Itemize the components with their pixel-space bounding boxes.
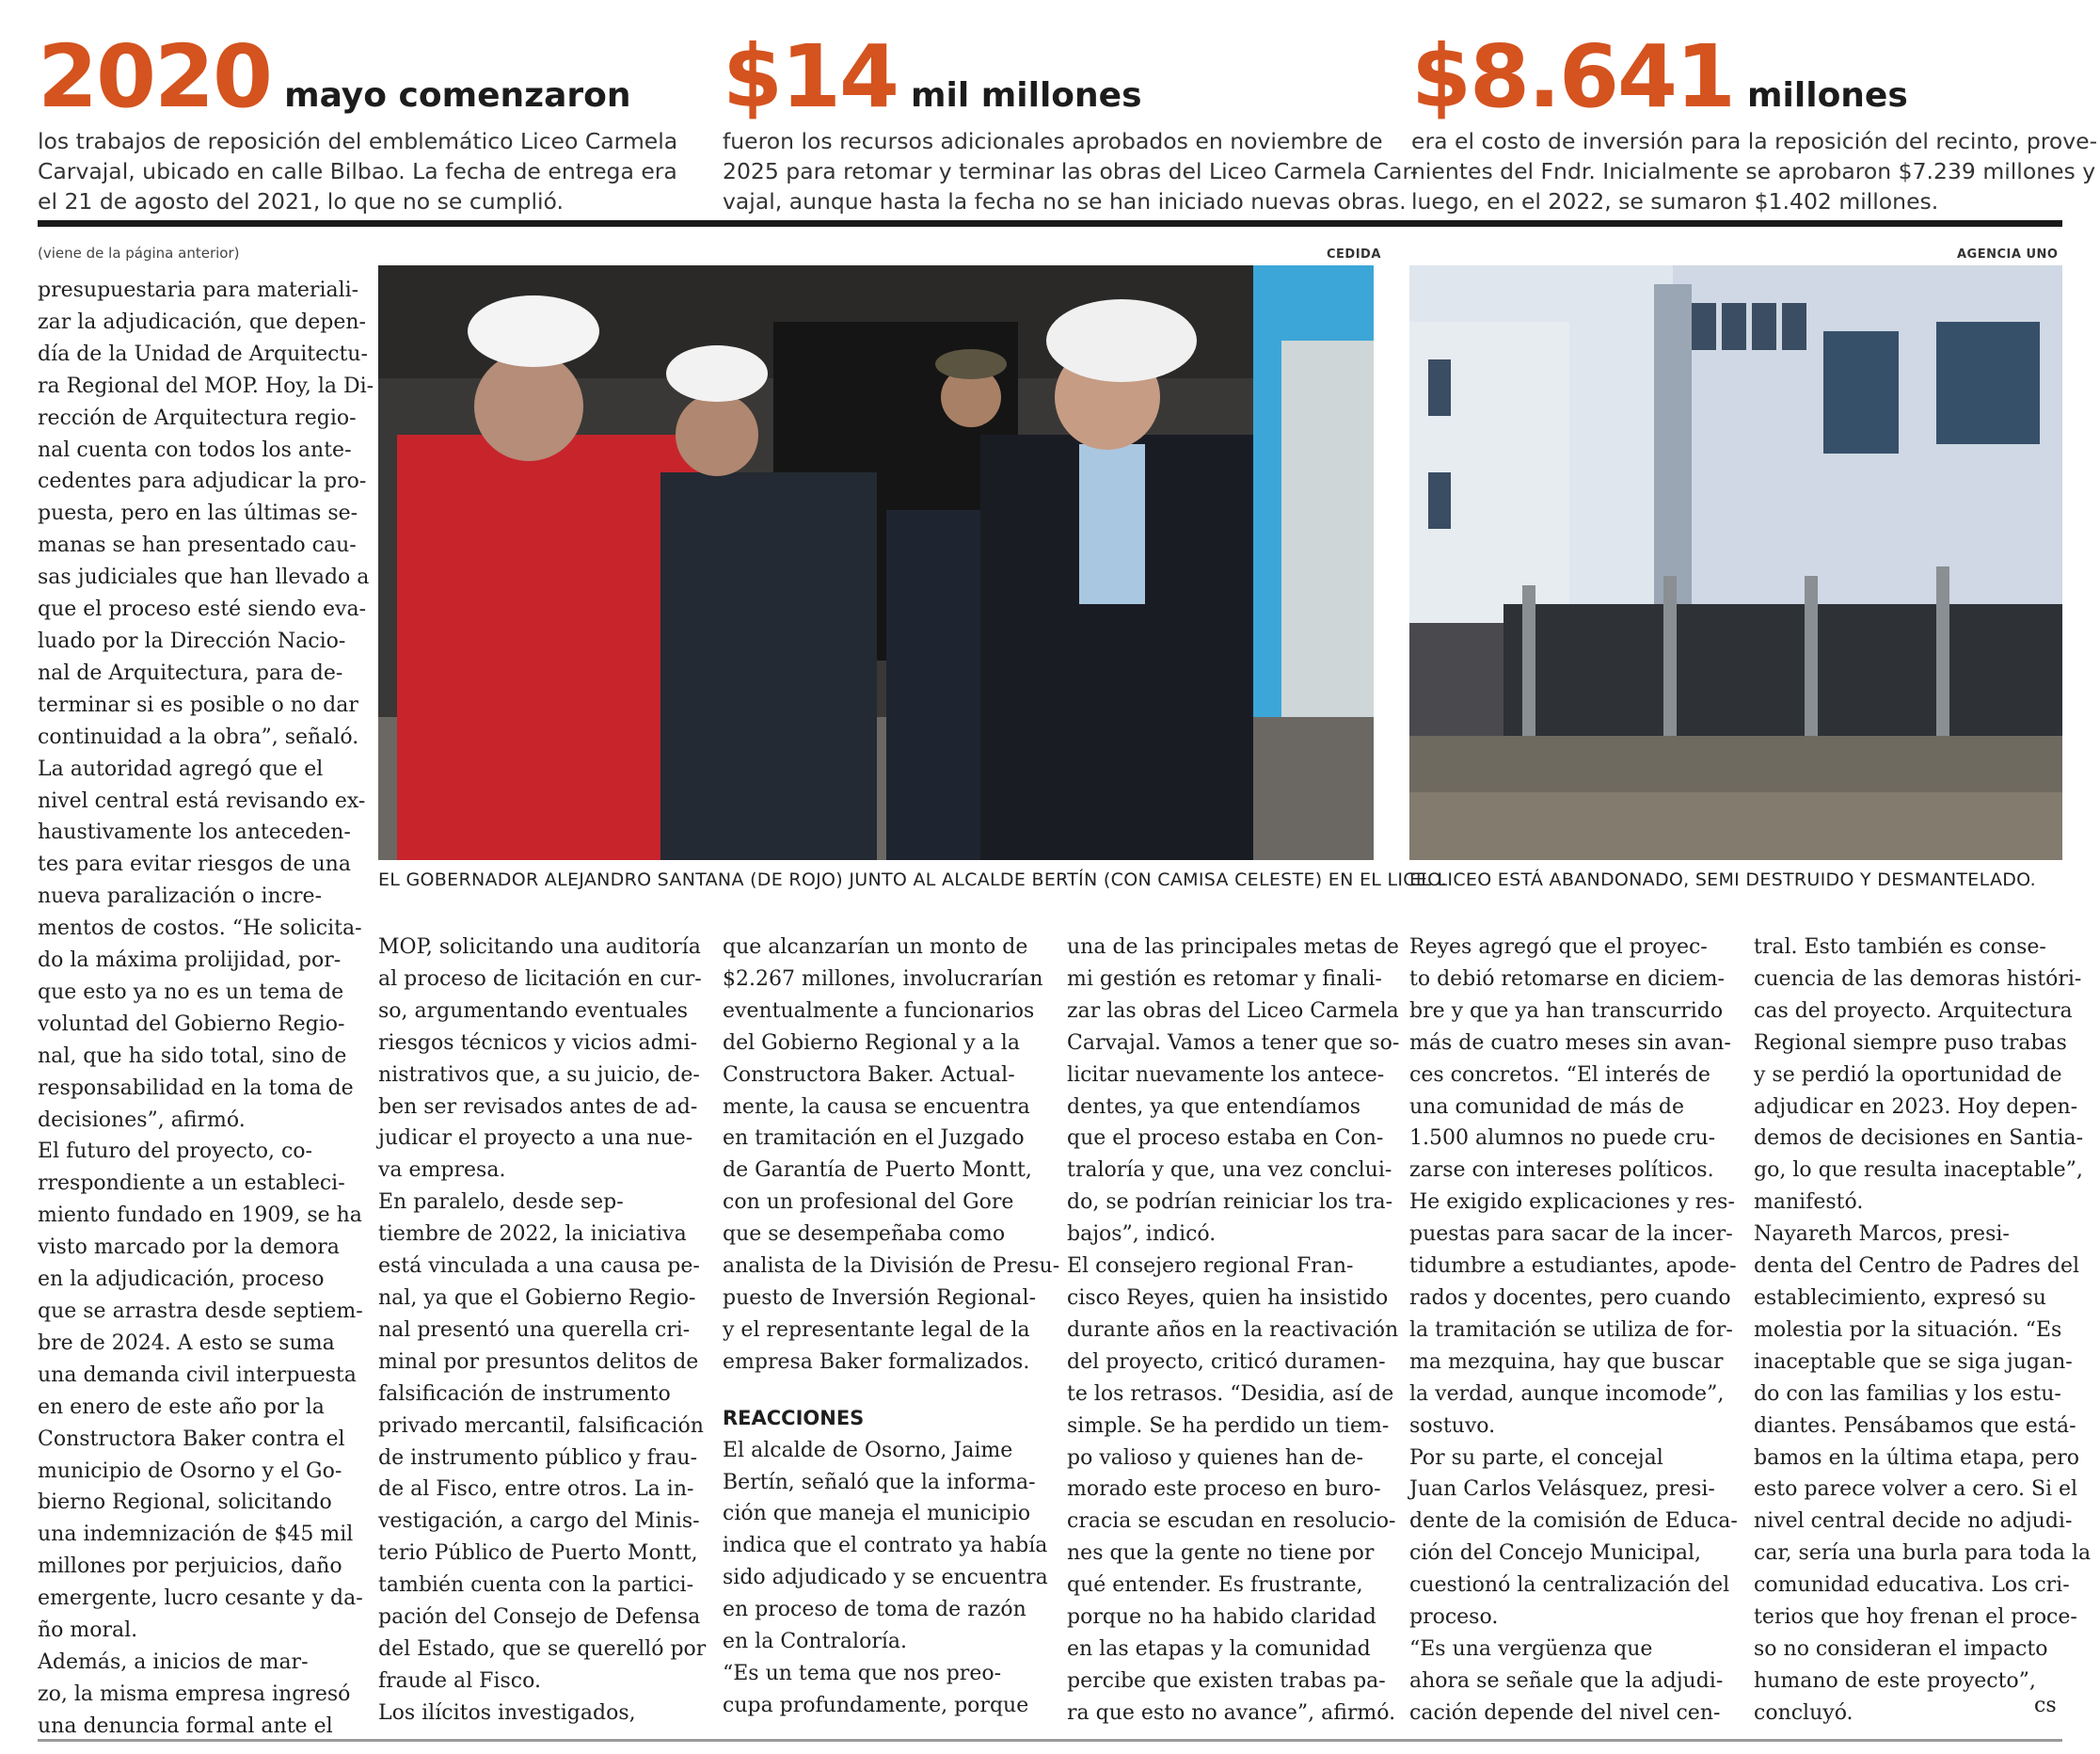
- photo-credit: CEDIDA: [1327, 247, 1381, 262]
- photo-caption: EL LICEO ESTÁ ABANDONADO, SEMI DESTRUIDO Y DESMANTELADO.: [1409, 869, 2036, 890]
- stat-description: los trabajos de reposición del emblemático Liceo Carmela Carvajal, ubicado en calle Bilbao. La fecha de entrega era el 21 de agosto del 2021, lo que no se cumplió.: [38, 128, 678, 215]
- stat-unit: mil millones: [911, 76, 1142, 115]
- continued-note: (viene de la página anterior): [38, 245, 240, 262]
- photo-officials-visit: [378, 265, 1374, 860]
- photo-caption: EL GOBERNADOR ALEJANDRO SANTANA (DE ROJO) JUNTO AL ALCALDE BERTÍN (CON CAMISA CELESTE) EN EL LICEO.: [378, 869, 1447, 890]
- article-column-6: tral. Esto también es conse- cuencia de las demoras históri- cas del proyecto. Arquitectura Regional siempre puso trabas y se perdió la oportunidad de adjudicar en 2023. Hoy depen- demos de decisiones en Santia- go, lo que resulta inaceptable”, manifestó. Nayareth Marcos, presi- denta del Centro de Padres del establecimiento, expresó su molestia por la situación. “Es inaceptable que se siga jugan- do con las familias y los estu- diantes. Pensábamos que está- bamos en la última etapa, pero esto parece volver a cero. Si el nivel central decide no adjudi- car, sería una burla para toda la comunidad educativa. Los cri- terios que hoy frenan el proce- so no consideran el impacto humano de este proyecto”, concluyó.: [1754, 935, 2092, 1725]
- article-column-3: que alcanzarían un monto de $2.267 millones, involucrarían eventualmente a funcionarios del Gobierno Regional y a la Constructora Baker. Actual- mente, la causa se encuentra en tramitación en el Juzgado de Garantía de Puerto Montt, con un profesional del Gore que se desempeñaba como analista de la División de Presu- puesto de Inversión Regional- y el representante legal de la empresa Baker formalizados. REACCIONES El alcalde de Osorno, Jaime Bertín, señaló que la informa- ción que maneja el municipio indica que el contrato ya había sido adjudicado y se encuentra en proceso de toma de razón en la Contraloría. “Es un tema que nos preo- cupa profundamente, porque: [723, 935, 1060, 1717]
- stat-unit: millones: [1747, 76, 1908, 115]
- photo-credit: AGENCIA UNO: [1957, 247, 2059, 262]
- stat-block-additional-funds: [723, 26, 1419, 215]
- stat-number: 2020: [38, 26, 272, 127]
- article-column-5: Reyes agregó que el proyec- to debió retomarse en diciem- bre y que ya han transcurrido más de cuatro meses sin avan- ces concretos. “El interés de una comunidad de más de 1.500 alumnos no puede cru- zarse con intereses políticos. He exigido explicaciones y res- puestas para sacar de la incer- tidumbre a estudiantes, apode- rados y docentes, pero cuando la tramitación se utiliza de for- ma mezquina, hay que buscar la verdad, aunque incomode”, sostuvo. Por su parte, el concejal Juan Carlos Velásquez, presi- dente de la comisión de Educa- ción del Concejo Municipal, cuestionó la centralización del proceso. “Es una vergüenza que ahora se señale que la adjudi- cación depende del nivel cen-: [1409, 935, 1738, 1725]
- article-end-mark: cs: [2034, 1694, 2057, 1717]
- stat-description: fueron los recursos adicionales aprobados en noviembre de 2025 para retomar y terminar las obras del Liceo Carmela Car- vajal, aunque hasta la fecha no se han iniciado nuevas obras.: [723, 128, 1419, 215]
- stat-description: era el costo de inversión para la reposición del recinto, prove- nientes del Fndr. Inicialmente se aprobaron $7.239 millones y luego, en el 2022, se sumaron $1.402 millones.: [1411, 128, 2098, 215]
- section-subheading: REACCIONES: [723, 1406, 865, 1429]
- stat-block-investment-cost: [1411, 26, 2098, 215]
- article-column-2: MOP, solicitando una auditoría al proceso de licitación en cur- so, argumentando eventuales riesgos técnicos y vicios admi- nistrativos que, a su juicio, de- ben ser revisados antes de ad- judicar el proyecto a una nue- va empresa. En paralelo, desde sep- tiembre de 2022, la iniciativa está vinculada a una causa pe- nal, ya que el Gobierno Regio- nal presentó una querella cri- minal por presuntos delitos de falsificación de instrumento privado mercantil, falsificación de instrumento público y frau- de al Fisco, entre otros. La in- vestigación, a cargo del Minis- terio Público de Puerto Montt, también cuenta con la partici- pación del Consejo de Defensa del Estado, que se querelló por fraude al Fisco. Los ilícitos investigados,: [378, 935, 707, 1725]
- article-column-4: una de las principales metas de mi gestión es retomar y finali- zar las obras del Liceo Carmela Carvajal. Vamos a tener que so- licitar nuevamente los antece- dentes, ya que entendíamos que el proceso estaba en Con- traloría y que, una vez conclui- do, se podrían reiniciar los tra- bajos”, indicó. El consejero regional Fran- cisco Reyes, quien ha insistido durante años en la reactivación del proyecto, criticó duramen- te los retrasos. “Desidia, así de simple. Se ha perdido un tiem- po valioso y quienes han de- morado este proceso en buro- cracia se escudan en resolucio- nes que la gente no tiene por qué entender. Es frustrante, porque no ha habido claridad en las etapas y la comunidad percibe que existen trabas pa- ra que esto no avance”, afirmó.: [1067, 935, 1400, 1725]
- footer-divider: [38, 1739, 2062, 1742]
- photo-abandoned-school-image: [1409, 265, 2062, 860]
- stat-block-year: [38, 26, 678, 215]
- article-column-1: presupuestaria para materiali- zar la adjudicación, que depen- día de la Unidad de Arquitectu- ra Regional del MOP. Hoy, la Di- rección de Arquitectura regio- nal cuenta con todos los ante- cedentes para adjudicar la pro- puesta, pero en las últimas se- manas se han presentado cau- sas judiciales que han llevado a que el proceso esté siendo eva- luado por la Dirección Nacio- nal de Arquitectura, para de- terminar si es posible o no dar continuidad a la obra”, señaló. La autoridad agregó que el nivel central está revisando ex- haustivamente los anteceden- tes para evitar riesgos de una nueva paralización o incre- mentos de costos. “He solicita- do la máxima prolijidad, por- que esto ya no es un tema de voluntad del Gobierno Regio- nal, que ha sido total, sino de responsabilidad en la toma de decisiones”, afirmó. El futuro del proyecto, co- rrespondiente a un estableci- miento fundado en 1909, se ha visto marcado por la demora en la adjudicación, proceso que se arrastra desde septiem- bre de 2024. A esto se suma una demanda civil interpuesta en enero de este año por la Constructora Baker contra el municipio de Osorno y el Go- bierno Regional, solicitando una indemnización de $45 mil millones por perjuicios, daño emergente, lucro cesante y da- ño moral. Además, a inicios de mar- zo, la misma empresa ingresó una denuncia formal ante el: [38, 279, 374, 1738]
- stat-number: $14: [723, 26, 899, 127]
- stat-unit: mayo comenzaron: [284, 76, 631, 115]
- stat-number: $8.641: [1411, 26, 1735, 127]
- header-divider: [38, 220, 2062, 227]
- photo-abandoned-school: [1409, 265, 2062, 860]
- photo-officials-visit-image: [378, 265, 1374, 860]
